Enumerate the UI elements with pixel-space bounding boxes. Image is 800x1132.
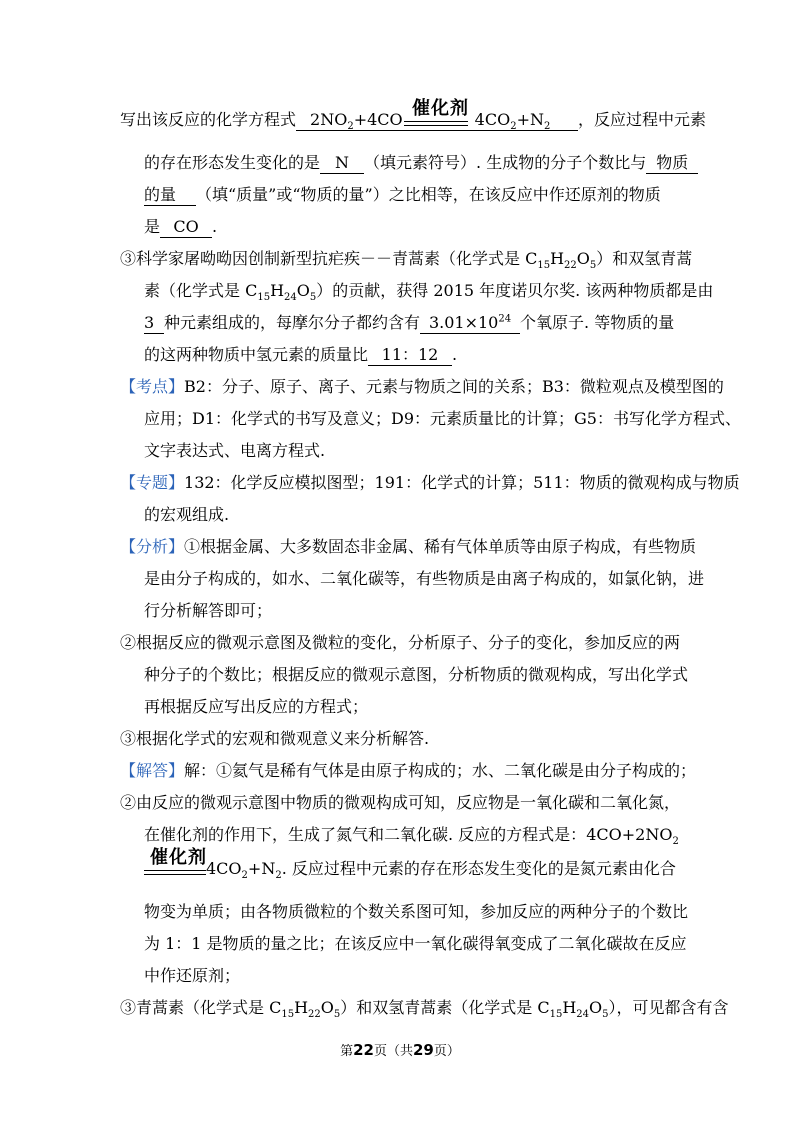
text: ①根据金属、大多数固态非金属、稀有气体单质等由原子构成，有些物质 xyxy=(184,537,697,556)
sub: 5 xyxy=(309,292,317,304)
fenxi-line-3 xyxy=(144,600,272,622)
jieda-line-6 xyxy=(144,933,687,955)
text-line-3 xyxy=(144,184,661,206)
fenxi-line-5 xyxy=(144,664,688,686)
fenxi-line-4 xyxy=(120,632,680,654)
text: H xyxy=(270,281,285,300)
text: H xyxy=(562,998,577,1017)
fenxi-tag: 【分析】 xyxy=(120,537,185,556)
catalyst-label: 催化剂 xyxy=(412,98,469,119)
text: . xyxy=(452,345,458,364)
answer-co: CO xyxy=(160,217,212,238)
text: 的这两种物质中氢元素的质量比 xyxy=(144,345,369,364)
text: 页（共 xyxy=(373,1044,413,1059)
answer-3: 3 xyxy=(144,313,164,334)
text: ③根据化学式的宏观和微观意义来分析解答. xyxy=(120,729,430,748)
zhuanti-line-2 xyxy=(144,504,229,526)
kaodian-line-3 xyxy=(144,440,325,462)
sub: 5 xyxy=(589,260,597,272)
text: O xyxy=(320,998,334,1017)
eq: 4CO xyxy=(206,859,242,878)
catalyst-label-2: 催化剂 xyxy=(150,847,207,868)
eq-right: 4CO xyxy=(474,110,511,129)
jieda-line-7 xyxy=(144,965,240,987)
text: ，反应过程中元素 xyxy=(578,110,707,129)
text: 种元素组成的，每摩尔分子都约含有 xyxy=(164,313,421,332)
text: ），可见都含有含 xyxy=(608,998,729,1017)
jieda-tag: 【解答】 xyxy=(120,761,185,780)
text: ②由反应的微观示意图中物质的微观构成可知，反应物是一氧化碳和二氧化氮， xyxy=(120,793,681,812)
answer-n: N xyxy=(320,153,364,174)
kaodian-line-1 xyxy=(120,376,724,398)
text: 132：化学反应模拟图型；191：化学式的计算；511：物质的微观构成与物质 xyxy=(184,473,740,492)
text: H xyxy=(550,249,565,268)
text: ）和双氢青蒿素（化学式是 C xyxy=(340,998,550,1017)
fenxi-line-1 xyxy=(120,536,696,558)
sub: 24 xyxy=(284,292,297,304)
text: O xyxy=(296,281,310,300)
equation-double-line-3 xyxy=(144,870,206,871)
text: 物变为单质；由各物质微粒的个数关系图可知，参加反应的两种分子的个数比 xyxy=(144,902,689,921)
answer-ratio: 11：12 xyxy=(368,345,452,366)
sub: 2 xyxy=(543,121,551,133)
text-line-7 xyxy=(144,312,674,334)
text: 写出该反应的化学方程式 xyxy=(120,110,297,129)
text: 为 1：1 是物质的量之比；在该反应中一氧化碳得氧变成了二氧化碳故在反应 xyxy=(144,934,687,953)
text: 在催化剂的作用下，生成了氮气和二氧化碳. 反应的方程式是： xyxy=(144,825,587,844)
text: B2：分子、原子、离子、元素与物质之间的关系；B3：微粒观点及模型图的 xyxy=(184,377,724,396)
text: 再根据反应写出反应的方程式； xyxy=(144,697,369,716)
eq-right2: +N xyxy=(516,110,544,129)
jieda-line-8 xyxy=(120,997,729,1019)
text: O xyxy=(576,249,590,268)
zhuanti-tag: 【专题】 xyxy=(120,473,185,492)
text: 应用；D1：化学式的书写及意义；D9：元素质量比的计算；G5：书写化学方程式、 xyxy=(144,409,741,428)
text: 3.01×10 xyxy=(428,313,499,332)
text: 的存在形态发生变化的是 xyxy=(144,153,321,172)
answer-avogadro xyxy=(420,313,520,334)
text: ）和双氢青蒿 xyxy=(596,249,693,268)
sub: 15 xyxy=(281,1009,295,1021)
text-line-2 xyxy=(144,152,698,174)
sub: 24 xyxy=(576,1009,590,1021)
kaodian-tag: 【考点】 xyxy=(120,377,185,396)
text: H xyxy=(294,998,309,1017)
page-number: 22 xyxy=(353,1041,374,1059)
text-line-8 xyxy=(144,344,457,366)
page-total: 29 xyxy=(413,1041,434,1059)
text: . xyxy=(212,217,218,236)
fenxi-line-7 xyxy=(120,728,429,750)
equation-double-line-4 xyxy=(144,874,206,875)
jieda-line-4 xyxy=(206,858,676,880)
text: O xyxy=(589,998,603,1017)
text: 是 xyxy=(144,217,161,236)
text: 中作还原剂； xyxy=(144,966,241,985)
zhuanti-line-1 xyxy=(120,472,740,494)
fenxi-line-6 xyxy=(144,696,368,718)
text-line-5 xyxy=(120,248,692,270)
jieda-line-2 xyxy=(120,792,680,814)
sub: 2 xyxy=(672,836,679,848)
text: 素（化学式是 C xyxy=(144,281,258,300)
sub: 22 xyxy=(564,260,577,272)
sub: 15 xyxy=(257,292,271,304)
jieda-line-5 xyxy=(144,901,688,923)
fenxi-line-2 xyxy=(144,568,704,590)
jieda-line-1 xyxy=(120,760,696,782)
eq-left: 2NO xyxy=(310,110,348,129)
answer-equation xyxy=(296,110,578,131)
sub: 15 xyxy=(549,1009,563,1021)
page-footer xyxy=(0,1040,800,1059)
text: ②根据反应的微观示意图及微粒的变化，分析原子、分子的变化，参加反应的两 xyxy=(120,633,681,652)
sub: 2 xyxy=(275,870,282,882)
text: （填元素符号）. 生成物的分子个数比与 xyxy=(364,153,647,172)
text-line-1 xyxy=(120,109,706,131)
jieda-line-3 xyxy=(144,824,679,846)
text: 种分子的个数比；根据反应的微观示意图，分析物质的微观构成，写出化学式 xyxy=(144,665,689,684)
answer-material: 物质 xyxy=(646,153,698,174)
answer-amount: 的量 xyxy=(144,185,196,206)
text: 文字表达式、电离方程式. xyxy=(144,441,326,460)
text: 个氧原子. 等物质的量 xyxy=(520,313,675,332)
text: 是由分子构成的，如水、二氧化碳等，有些物质是由离子构成的，如氯化钠，进 xyxy=(144,569,705,588)
sub: 5 xyxy=(602,1009,609,1021)
text: 第 xyxy=(340,1044,354,1059)
text-line-4 xyxy=(144,216,217,238)
sup: 24 xyxy=(498,313,512,325)
text: 页） xyxy=(433,1044,460,1059)
sub: 22 xyxy=(308,1009,321,1021)
text: 的宏观组成. xyxy=(144,505,230,524)
kaodian-line-2 xyxy=(144,408,741,430)
text: ）的贡献，获得 2015 年度诺贝尔奖. 该两种物质都是由 xyxy=(316,281,714,300)
text: （填“质量”或“物质的量”）之比相等，在该反应中作还原剂的物质 xyxy=(196,185,661,204)
eq: 4CO+2NO xyxy=(586,825,673,844)
sub: 2 xyxy=(510,121,517,133)
eq-left2: +4CO xyxy=(353,110,403,129)
sub: 2 xyxy=(347,121,354,133)
sub: 2 xyxy=(241,870,248,882)
text: 解：①氦气是稀有气体是由原子构成的；水、二氧化碳是由分子构成的； xyxy=(184,761,697,780)
text-line-6 xyxy=(144,280,713,302)
sub: 15 xyxy=(537,260,551,272)
text: ③科学家屠呦呦因创制新型抗疟疾－－青蒿素（化学式是 C xyxy=(120,249,538,268)
sub: 5 xyxy=(333,1009,341,1021)
text: . 反应过程中元素的存在形态发生变化的是氮元素由化合 xyxy=(281,859,676,878)
text: ③青蒿素（化学式是 C xyxy=(120,998,282,1017)
text: 行分析解答即可； xyxy=(144,601,273,620)
eq: +N xyxy=(247,859,276,878)
